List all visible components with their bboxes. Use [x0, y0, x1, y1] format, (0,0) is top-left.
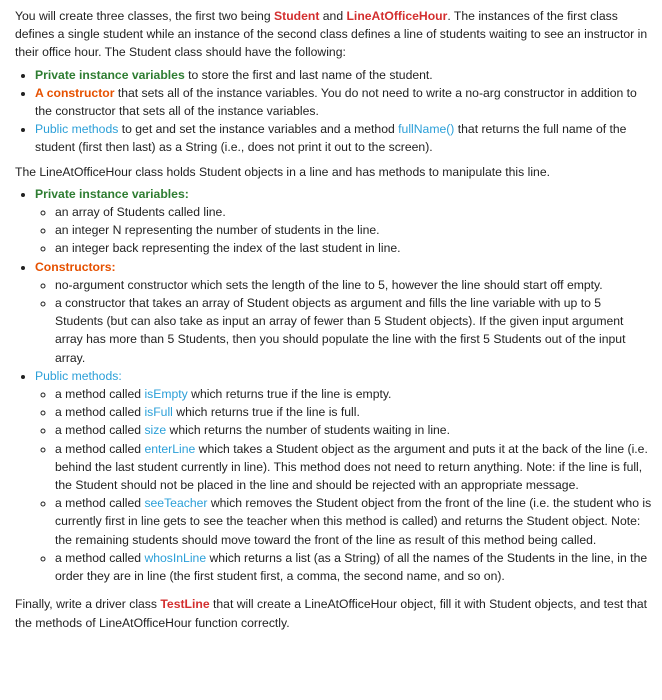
list-item: ◦ a method called isFull which returns true if the line is full. — [55, 403, 652, 421]
method-isfull: isFull — [144, 405, 173, 420]
public-methods-list — [35, 385, 652, 585]
list-item: ◦ a method called isEmpty which returns true if the line is empty. — [55, 385, 652, 403]
method-seeteacher: seeTeacher — [144, 496, 208, 511]
list-item: ◦ a method called size which returns the number of students waiting in line. — [55, 421, 652, 439]
method-fullname: fullName() — [398, 122, 455, 137]
constructor-label: A constructor — [35, 85, 115, 100]
method-whosinline: whosInLine — [144, 550, 207, 565]
list-item — [35, 258, 652, 367]
list-item: ◦ a method called seeTeacher which removes the Student object from the front of the line (i.e. the student who is currently first in line gets to see the teacher when this method is called) and returns the Student object. Note: the remaining students should move toward the front of the line as result of this method being called. — [55, 494, 652, 549]
list-item: • Public methods to get and set the instance variables and a method fullName() that returns the full name of the student (first then last) as a String (i.e., does not print it out to the screen). — [35, 120, 652, 156]
method-enterline: enterLine — [144, 441, 196, 456]
list-item: ◦ a method called whosInLine which returns a list (as a String) of all the names of the Students in the line, in the order they are in line (the first student first, a comma, the second name, and so on). — [55, 549, 652, 585]
class-name-lineatofficehour: LineAtOfficeHour — [346, 9, 448, 23]
list-item: ◦ an integer back representing the index of the last student in line. — [55, 239, 652, 257]
list-item: • Private instance variables to store the first and last name of the student. — [35, 66, 652, 84]
list-item — [35, 367, 652, 585]
method-isempty: isEmpty — [144, 387, 188, 402]
line-class-requirements — [15, 185, 652, 585]
public-methods-heading: Public methods: — [35, 368, 122, 383]
private-vars-list — [35, 203, 652, 258]
constructors-heading: Constructors: — [35, 259, 116, 274]
class-name-testline: TestLine — [160, 597, 210, 612]
list-item: ◦ a method called enterLine which takes a Student object as the argument and puts it at the back of the line (i.e. behind the last student currently in line). This method does not need to return anything. Note: if the line is full, the Student should not be placed in the line and should be rejected with an appropriate message. — [55, 440, 652, 495]
private-vars-label: Private instance variables — [35, 67, 185, 82]
private-vars-heading: Private instance variables: — [35, 186, 189, 201]
list-item: ◦ no-argument constructor which sets the length of the line to 5, however the line should start off empty. — [55, 276, 652, 294]
constructors-list — [35, 276, 652, 367]
final-paragraph: Finally, write a driver class TestLine that will create a LineAtOfficeHour object, fill it with Student objects, and test that the methods of LineAtOfficeHour function correctly. — [15, 597, 648, 630]
public-methods-label: Public methods — [35, 122, 119, 137]
list-item: ◦ an array of Students called line. — [55, 203, 652, 221]
list-item — [35, 185, 652, 258]
intro-paragraph: You will create three classes, the first two being Student and LineAtOfficeHour. The instances of the first class defines a single student while an instance of the second class defines a line of students waiting to see an instructor in their office hour. The Student class should have the following: — [15, 9, 648, 60]
student-class-requirements — [15, 66, 652, 157]
line-class-paragraph: The LineAtOfficeHour class holds Student objects in a line and has methods to manipulate this line. — [15, 164, 550, 179]
list-item: ◦ a constructor that takes an array of Student objects as argument and fills the line variable with up to 5 Students (but can also take as input an array of fewer than 5 Student objects). If the given input argument array has more than 5 Students, then you should populate the line with the first 5 Students out of the input array. — [55, 294, 652, 367]
method-size: size — [144, 423, 167, 438]
list-item: ◦ an integer N representing the number of students in the line. — [55, 221, 652, 239]
class-name-student: Student — [274, 9, 320, 23]
list-item: • A constructor that sets all of the instance variables. You do not need to write a no-arg constructor in addition to the constructor that sets all of the instance variables. — [35, 84, 652, 120]
